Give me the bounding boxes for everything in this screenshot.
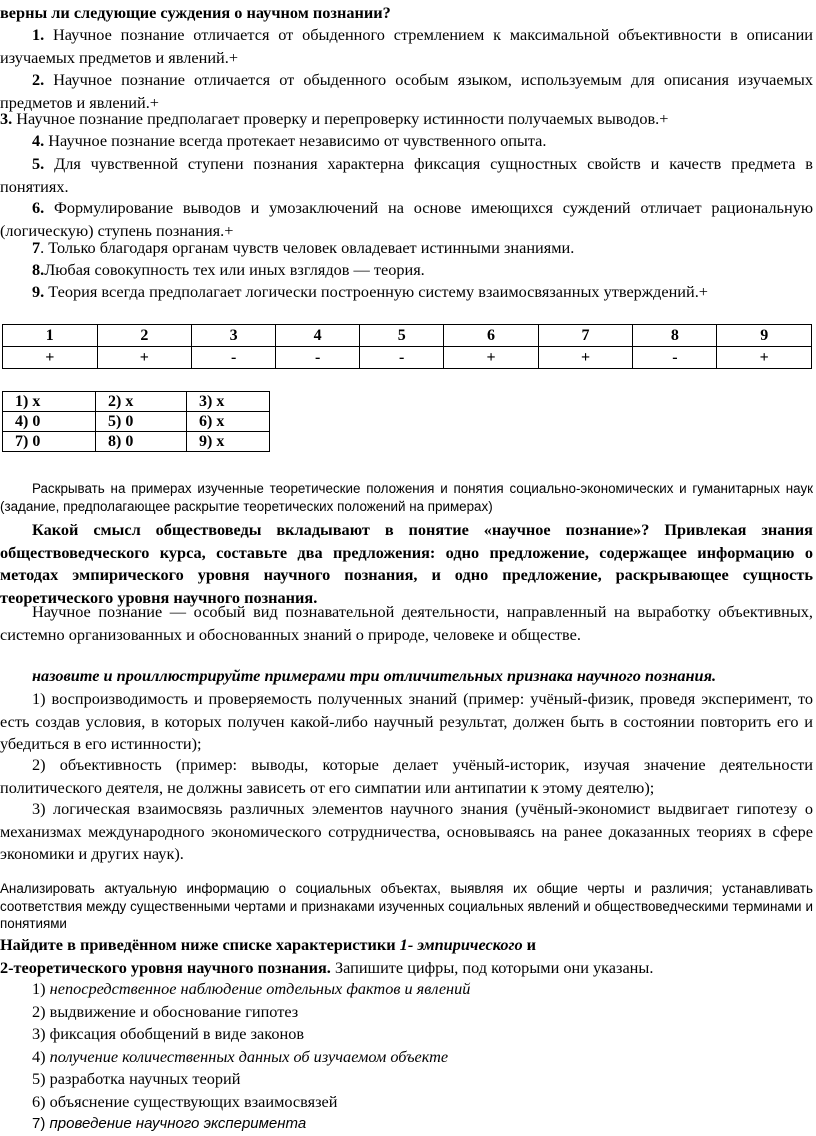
task3-list [32,978,470,1136]
table-cell: + [97,347,192,369]
statement-3: 3. Научное познание предполагает проверку и перепроверку истинности получаемых выводов.+ [0,109,669,128]
list-item: 2) выдвижение и обоснование гипотез [32,1001,299,1021]
task2-question: назовите и проиллюстрируйте примерами три отличительных признака научного познания. [32,666,717,685]
task2-item-1: 1) воспроизводимость и проверяемость полученных знаний (пример: учёный-физик, проведя эксперимент, то есть создав условия, в которых получен какой-либо научный результат, должен быть в состоянии повторить его и убедиться в его истинности); [0,689,813,753]
table-cell: + [717,347,812,369]
table-cell: 9) x [187,432,270,452]
table-cell: - [192,347,276,369]
marks-table [2,391,270,452]
statement-5: 5. Для чувственной ступени познания характерна фиксация сущностных свойств и качеств предмета в понятиях. [0,154,813,196]
table-cell: - [360,347,444,369]
table-cell: 5) 0 [96,412,187,432]
table-row [3,412,270,432]
statement-6: 6. Формулирование выводов и умозаключений на основе имеющихся суждений отличает рациональную (логическую) ступень познания.+ [0,198,813,240]
table-cell: 6 [444,325,539,347]
table-cell: 6) x [187,412,270,432]
table-cell: - [276,347,360,369]
table-cell: 1 [3,325,98,347]
statement-2: 2. Научное познание отличается от обыденного особым языком, используемым для описания изучаемых предметов и явлений.+ [0,70,813,112]
table-cell: + [3,347,98,369]
statement-7: 7. Только благодаря органам чувств человек овладевает истинными знаниями. [32,238,575,257]
task1-answer: Научное познание — особый вид познавательной деятельности, направленный на выработку объективных, системно организованных и обоснованных знаний о природе, человеке и обществе. [0,602,813,644]
list-item: 6) объяснение существующих взаимосвязей [32,1091,338,1111]
list-item: 4) получение количественных данных об изучаемом объекте [32,1046,449,1066]
task3-note: Анализировать актуальную информацию о социальных объектах, выявляя их общие черты и различия; устанавливать соответствия между существенными чертами и признаками изученных социальных явлений и обществоведческими терминами и понятиями [0,881,813,931]
table-cell: 7) 0 [3,432,96,452]
task3-question: Найдите в приведённом ниже списке характеристики 1- эмпирического и 2-теоретического уровня научного познания. Запишите цифры, под которыми они указаны. [0,935,654,977]
statement-1: 1. Научное познание отличается от обыденного стремлением к максимальной объективности в описании изучаемых предметов и явлений.+ [0,25,813,67]
table-cell: + [444,347,539,369]
table-cell: + [538,347,633,369]
table-cell: 8) 0 [96,432,187,452]
answer-table-value-row [3,347,812,369]
table-cell: 2) x [96,392,187,412]
table-row [3,432,270,452]
table-cell: 5 [360,325,444,347]
table-cell: 3) x [187,392,270,412]
list-item: 3) фиксация обобщений в виде законов [32,1024,305,1043]
task2-item-3: 3) логическая взаимосвязь различных элементов научного знания (учёный-экономист выдвигает гипотезу о механизмах международного экономического сотрудничества, основываясь на ранее доказанных теориях в сфере экономики и других наук). [0,799,813,863]
answer-table-header-row [3,325,812,347]
list-item: 1) непосредственное наблюдение отдельных фактов и явлений [32,979,471,998]
table-cell: 4) 0 [3,412,96,432]
list-item: 5) разработка научных теорий [32,1069,241,1088]
table-cell: 3 [192,325,276,347]
task1-note: Раскрывать на примерах изученные теоретические положения и понятия социально-экономических и гуманитарных наук (задание, предполагающее раскрытие теоретических положений на примерах) [0,481,813,514]
list-item: 7) проведение научного эксперимента [32,1115,307,1132]
table-cell: 7 [538,325,633,347]
table-row [3,392,270,412]
table-cell: 4 [276,325,360,347]
table-cell: 8 [633,325,717,347]
answer-table [2,324,812,369]
page-header: верны ли следующие суждения о научном познании? [0,3,391,22]
statement-9: 9. Теория всегда предполагает логически построенную систему взаимосвязанных утверждений.+ [32,282,708,301]
table-cell: 9 [717,325,812,347]
statement-8: 8.Любая совокупность тех или иных взглядов — теория. [32,260,425,279]
table-cell: 2 [97,325,192,347]
table-cell: - [633,347,717,369]
task2-item-2: 2) объективность (пример: выводы, которые делает учёный-историк, изучая значение деятельности политического деятеля, не должны зависеть от его симпатии или антипатии к этому деятелю); [0,755,813,797]
table-cell: 1) x [3,392,96,412]
task1-question: Какой смысл обществоведы вкладывают в понятие «научное познание»? Привлекая знания обществоведческого курса, составьте два предложения: одно предложение, содержащее информацию о методах эмпирического уровня научного познания, и одно предложение, раскрывающее сущность теоретического уровня научного познания. [0,520,813,607]
statement-4: 4. Научное познание всегда протекает независимо от чувственного опыта. [32,131,547,150]
